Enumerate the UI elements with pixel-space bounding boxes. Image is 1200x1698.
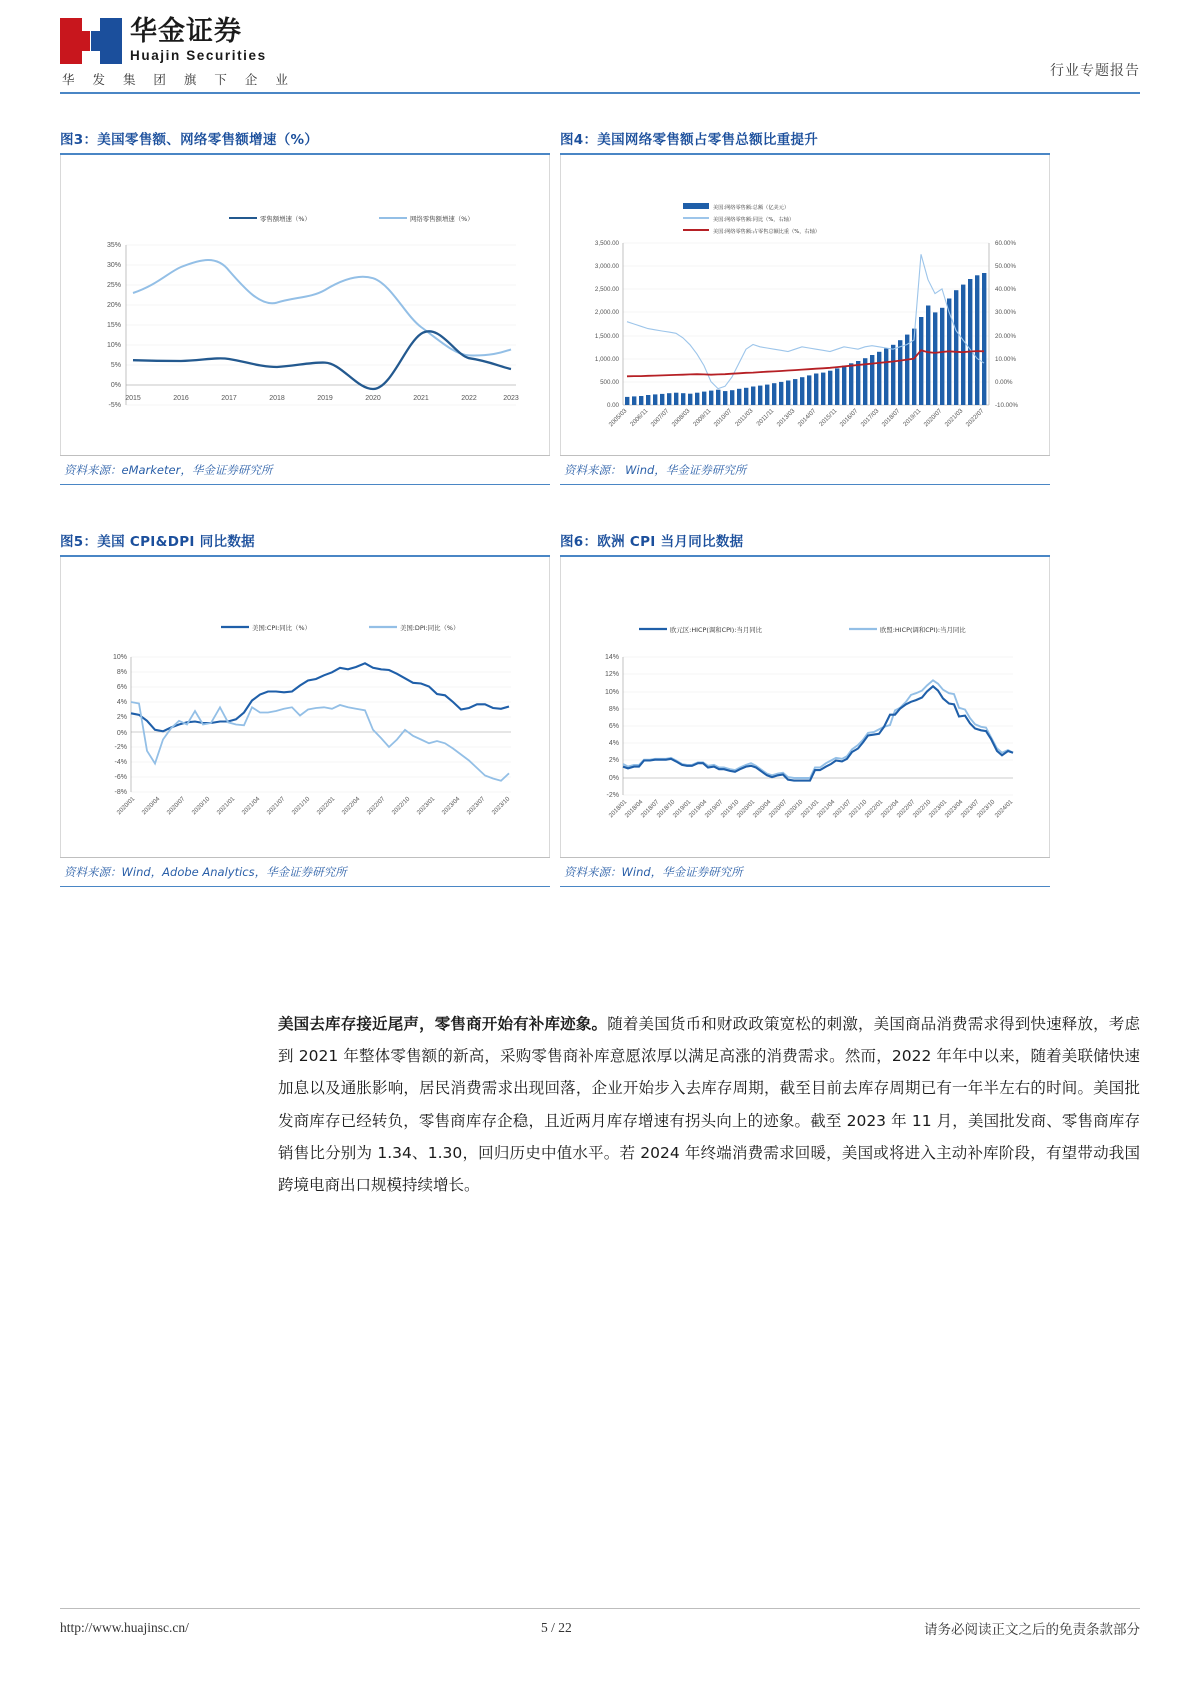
figure-3-title: 图3：美国零售额、网络零售额增速（%） <box>60 132 319 148</box>
svg-text:2023/07: 2023/07 <box>465 794 487 816</box>
svg-text:2020: 2020 <box>365 394 381 402</box>
svg-text:-2%: -2% <box>114 743 127 751</box>
svg-text:2011/03: 2011/03 <box>733 406 755 428</box>
svg-text:2016/07: 2016/07 <box>838 406 860 428</box>
svg-text:-4%: -4% <box>114 758 127 766</box>
figure-6-source: 资料来源：Wind，华金证券研究所 <box>560 857 1050 887</box>
svg-text:0%: 0% <box>110 381 121 389</box>
header-divider <box>60 92 1140 94</box>
svg-text:2021/04: 2021/04 <box>240 794 262 816</box>
svg-text:2021/04: 2021/04 <box>815 797 837 819</box>
svg-text:0.00: 0.00 <box>606 401 619 409</box>
page-header <box>60 12 1140 92</box>
svg-text:0%: 0% <box>608 774 619 782</box>
svg-text:2023: 2023 <box>503 394 519 402</box>
svg-text:3,000.00: 3,000.00 <box>594 262 619 270</box>
svg-text:2018/04: 2018/04 <box>623 797 645 819</box>
legend-us-dpi: 美国:DPI:同比（%） <box>400 623 460 632</box>
series-eurozone-hicp <box>623 686 1013 780</box>
svg-text:2022/10: 2022/10 <box>911 797 933 819</box>
svg-text:2022/01: 2022/01 <box>315 794 337 816</box>
svg-text:2022/07: 2022/07 <box>365 794 387 816</box>
legend-online-total: 美国:网络零售额:总额（亿美元） <box>713 204 790 211</box>
svg-text:2023/04: 2023/04 <box>943 797 965 819</box>
figure-3-source: 资料来源：eMarketer，华金证券研究所 <box>60 455 550 485</box>
svg-text:8%: 8% <box>116 668 127 676</box>
svg-text:2021/03: 2021/03 <box>943 406 965 428</box>
svg-text:2020/10: 2020/10 <box>190 794 212 816</box>
svg-text:2006/11: 2006/11 <box>628 406 650 428</box>
svg-text:10%: 10% <box>106 341 121 349</box>
svg-text:30.00%: 30.00% <box>995 308 1016 316</box>
svg-text:2010/07: 2010/07 <box>712 406 734 428</box>
series-retail-growth <box>133 331 511 389</box>
svg-text:2013/03: 2013/03 <box>775 406 797 428</box>
figure-5-chart <box>60 557 550 857</box>
svg-text:2023/10: 2023/10 <box>975 797 997 819</box>
svg-text:2020/04: 2020/04 <box>751 797 773 819</box>
svg-text:2020/10: 2020/10 <box>783 797 805 819</box>
chart-online-retail-share <box>561 155 1049 455</box>
svg-text:2023/04: 2023/04 <box>440 794 462 816</box>
svg-text:6%: 6% <box>116 683 127 691</box>
svg-text:2023/07: 2023/07 <box>959 797 981 819</box>
legend-online-share: 美国:网络零售额:占零售总额比重（%，右轴） <box>713 228 820 235</box>
svg-text:2018/07: 2018/07 <box>639 797 661 819</box>
svg-text:50.00%: 50.00% <box>995 262 1016 270</box>
svg-text:2015/11: 2015/11 <box>817 406 839 428</box>
series-online-yoy-line <box>627 254 984 388</box>
series-online-retail <box>133 259 511 355</box>
svg-text:2022/04: 2022/04 <box>340 794 362 816</box>
svg-text:2020/07: 2020/07 <box>165 794 187 816</box>
svg-text:2018/07: 2018/07 <box>880 406 902 428</box>
series-online-share-line <box>627 350 984 376</box>
svg-text:2020/01: 2020/01 <box>735 797 757 819</box>
figure-4-title: 图4：美国网络零售额占零售总额比重提升 <box>560 132 819 148</box>
svg-text:2018/01: 2018/01 <box>607 797 629 819</box>
x-axis-fig4 <box>608 407 986 428</box>
svg-text:-2%: -2% <box>606 791 619 799</box>
chart-europe-cpi <box>561 557 1049 857</box>
figure-3 <box>60 128 550 485</box>
logo-chinese-name: 华金证券 <box>130 16 242 47</box>
svg-text:2023/01: 2023/01 <box>927 797 949 819</box>
svg-text:2017: 2017 <box>221 394 237 402</box>
svg-text:5%: 5% <box>110 361 121 369</box>
figure-5-title: 图5：美国 CPI&DPI 同比数据 <box>60 534 255 550</box>
body-paragraph <box>278 1008 1140 1201</box>
svg-text:2019/07: 2019/07 <box>703 797 725 819</box>
chart-us-cpi-dpi <box>61 557 549 857</box>
series-online-total-bars <box>625 273 986 405</box>
series-us-dpi <box>131 702 509 781</box>
svg-text:2005/03: 2005/03 <box>607 406 629 428</box>
footer-divider <box>60 1608 1140 1609</box>
figure-3-chart <box>60 155 550 455</box>
svg-text:2011/11: 2011/11 <box>755 406 776 428</box>
legend-eurozone-hicp: 欧元区:HICP(调和CPI):当月同比 <box>670 625 763 634</box>
series-us-cpi <box>131 663 509 731</box>
svg-text:2023/01: 2023/01 <box>415 794 437 816</box>
svg-text:35%: 35% <box>106 241 121 249</box>
svg-text:500.00: 500.00 <box>600 378 619 386</box>
svg-text:0%: 0% <box>116 729 127 737</box>
svg-text:2021/07: 2021/07 <box>265 794 287 816</box>
svg-text:2015: 2015 <box>125 394 141 402</box>
svg-text:1,000.00: 1,000.00 <box>594 355 619 363</box>
svg-text:2022/01: 2022/01 <box>863 797 885 819</box>
figure-6 <box>560 530 1050 887</box>
page-footer <box>60 1618 1140 1638</box>
svg-text:2,500.00: 2,500.00 <box>594 285 619 293</box>
svg-text:12%: 12% <box>604 670 619 678</box>
svg-text:2021/10: 2021/10 <box>847 797 869 819</box>
svg-text:2022: 2022 <box>461 394 477 402</box>
svg-text:2019: 2019 <box>317 394 333 402</box>
svg-text:2021/07: 2021/07 <box>831 797 853 819</box>
footer-url[interactable]: http://www.huajinsc.cn/ <box>60 1620 189 1635</box>
svg-text:14%: 14% <box>604 653 619 661</box>
svg-text:8%: 8% <box>608 705 619 713</box>
svg-text:20%: 20% <box>106 301 121 309</box>
chart-retail-growth <box>61 155 549 455</box>
svg-text:2024/01: 2024/01 <box>993 797 1015 819</box>
svg-text:-6%: -6% <box>114 773 127 781</box>
legend-eu-hicp: 欧盟:HICP(调和CPI):当月同比 <box>880 625 966 634</box>
svg-text:10%: 10% <box>604 688 619 696</box>
svg-text:2021/01: 2021/01 <box>799 797 821 819</box>
svg-text:3,500.00: 3,500.00 <box>594 239 619 247</box>
y-axis-fig5 <box>113 654 511 796</box>
figure-5-source: 资料来源：Wind，Adobe Analytics，华金证券研究所 <box>60 857 550 887</box>
svg-text:1,500.00: 1,500.00 <box>594 332 619 340</box>
svg-text:2%: 2% <box>116 713 127 721</box>
svg-text:15%: 15% <box>106 321 121 329</box>
svg-text:2019/10: 2019/10 <box>719 797 741 819</box>
svg-text:2020/04: 2020/04 <box>140 794 162 816</box>
svg-text:2008/03: 2008/03 <box>670 406 692 428</box>
y-axis-fig3 <box>107 242 516 409</box>
logo-subtitle: 华 发 集 团 旗 下 企 业 <box>62 72 295 87</box>
svg-text:10%: 10% <box>112 653 127 661</box>
svg-text:2021: 2021 <box>413 394 429 402</box>
legend-retail-growth: 零售额增速（%） <box>260 214 311 223</box>
svg-text:4%: 4% <box>608 739 619 747</box>
svg-text:10.00%: 10.00% <box>995 355 1016 363</box>
x-axis-fig5 <box>116 795 512 816</box>
svg-text:2,000.00: 2,000.00 <box>594 308 619 316</box>
svg-text:-5%: -5% <box>108 401 121 409</box>
svg-text:2019/11: 2019/11 <box>901 406 923 428</box>
svg-text:20.00%: 20.00% <box>995 332 1016 340</box>
svg-text:2007/07: 2007/07 <box>649 406 671 428</box>
svg-text:2009/11: 2009/11 <box>691 406 713 428</box>
svg-text:2%: 2% <box>608 756 619 764</box>
logo-english-name: Huajin Securities <box>130 48 267 64</box>
svg-text:25%: 25% <box>106 281 121 289</box>
figure-4-source: 资料来源： Wind，华金证券研究所 <box>560 455 1050 485</box>
body-main-text: 随着美国货币和财政政策宽松的刺激，美国商品消费需求得到快速释放，考虑到 2021 年整体零售额的新高，采购零售商补库意愿浓厚以满足高涨的消费需求。然而，2022 年年中以来，随着美联储快速加息以及通胀影响，居民消费需求出现回落，企业开始步入去库存周期，截至目前去库存周期已有一年半左右的时间。美国批发商库存已经转负，零售商库存企稳，且近两月库存增速有拐头向上的迹象。截至 2023 年 11 月，美国批发商、零售商库存销售比分别为 1.34、1.30，回归历史中值水平。若 2024 年终端消费需求回暖，美国或将进入主动补库阶段，有望带动我国跨境电商出口规模持续增长。 <box>278 1015 1140 1195</box>
x-axis-fig6 <box>608 798 1015 819</box>
svg-text:2022/10: 2022/10 <box>390 794 412 816</box>
svg-text:2022/04: 2022/04 <box>879 797 901 819</box>
figure-6-chart <box>560 557 1050 857</box>
svg-text:2018: 2018 <box>269 394 285 402</box>
svg-text:2014/07: 2014/07 <box>796 406 818 428</box>
company-logo <box>60 18 267 64</box>
svg-text:-10.00%: -10.00% <box>995 401 1019 409</box>
svg-text:2020/07: 2020/07 <box>922 406 944 428</box>
svg-text:2021/10: 2021/10 <box>290 794 312 816</box>
y-axis-right-fig4 <box>989 240 1019 409</box>
svg-text:2016: 2016 <box>173 394 189 402</box>
figure-6-title: 图6：欧洲 CPI 当月同比数据 <box>560 534 744 550</box>
figure-4 <box>560 128 1050 485</box>
svg-text:2020/01: 2020/01 <box>115 794 137 816</box>
svg-text:0.00%: 0.00% <box>995 378 1013 386</box>
report-type-label: 行业专题报告 <box>1050 63 1140 79</box>
svg-text:30%: 30% <box>106 261 121 269</box>
body-lead-sentence: 美国去库存接近尾声，零售商开始有补库迹象。 <box>278 1015 608 1033</box>
svg-text:-8%: -8% <box>114 788 127 796</box>
svg-text:40.00%: 40.00% <box>995 285 1016 293</box>
figure-4-chart <box>560 155 1050 455</box>
legend-us-cpi: 美国:CPI:同比（%） <box>252 623 311 632</box>
svg-text:2023/10: 2023/10 <box>490 794 512 816</box>
legend-online-yoy: 美国:网络零售额:同比（%，右轴） <box>713 216 795 223</box>
legend-online-retail-growth: 网络零售额增速（%） <box>410 214 474 223</box>
svg-text:2017/03: 2017/03 <box>859 406 881 428</box>
svg-text:6%: 6% <box>608 722 619 730</box>
footer-page-number: 5 / 22 <box>541 1620 572 1635</box>
figure-5 <box>60 530 550 887</box>
svg-text:2020/07: 2020/07 <box>767 797 789 819</box>
svg-text:2018/10: 2018/10 <box>655 797 677 819</box>
x-axis-fig3 <box>125 395 519 402</box>
svg-text:2019/04: 2019/04 <box>687 797 709 819</box>
svg-text:60.00%: 60.00% <box>995 239 1016 247</box>
svg-text:4%: 4% <box>116 698 127 706</box>
svg-text:2022/07: 2022/07 <box>964 406 986 428</box>
series-eu-hicp <box>623 680 1013 778</box>
svg-text:2019/01: 2019/01 <box>671 797 693 819</box>
footer-disclaimer: 请务必阅读正文之后的免责条款部分 <box>924 1622 1140 1638</box>
svg-text:2022/07: 2022/07 <box>895 797 917 819</box>
svg-text:2021/01: 2021/01 <box>215 794 237 816</box>
huajin-logo-icon <box>60 18 122 64</box>
